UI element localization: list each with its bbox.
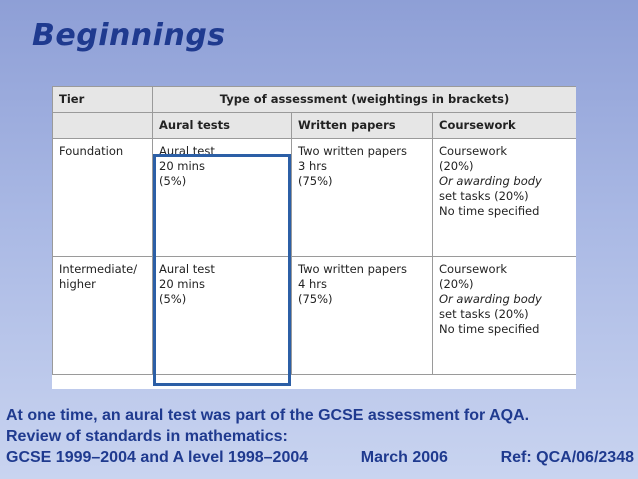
- cell-line: Or awarding body: [439, 292, 542, 306]
- subheader-aural: Aural tests: [153, 113, 292, 139]
- cell-line: Two written papers: [298, 262, 408, 276]
- cell-line: set tasks (20%): [439, 189, 529, 203]
- footer-source: GCSE 1999–2004 and A level 1998–2004: [6, 449, 309, 466]
- cell-line: (5%): [159, 174, 187, 188]
- footer-ref: Ref: QCA/06/2348: [500, 449, 634, 466]
- cell-tier: [53, 139, 153, 257]
- cell-line: 4 hrs: [298, 277, 327, 291]
- cell-line: Intermediate/: [59, 262, 138, 276]
- cell-line: Aural test: [159, 262, 215, 276]
- cell-line: Foundation: [59, 144, 124, 158]
- header-assessment-type: Type of assessment (weightings in brackets): [153, 87, 577, 113]
- table-row: [53, 257, 577, 375]
- cell-line: (5%): [159, 292, 187, 306]
- footer-date: March 2006: [360, 449, 448, 466]
- cell-line: higher: [59, 277, 96, 291]
- cell-line: No time specified: [439, 322, 540, 336]
- cell-line: Or awarding body: [439, 174, 542, 188]
- table-row: [53, 139, 577, 257]
- footer-line-3: [6, 447, 634, 468]
- header-tier-blank: [53, 113, 153, 139]
- cell-line: Coursework: [439, 144, 507, 158]
- footer-line-2: Review of standards in mathematics:: [6, 428, 288, 445]
- footer-line-1: At one time, an aural test was part of the GCSE assessment for AQA.: [6, 407, 530, 424]
- assessment-table-image: [52, 86, 576, 389]
- cell-coursework: [433, 257, 577, 375]
- cell-line: (75%): [298, 292, 333, 306]
- cell-written: [292, 257, 433, 375]
- footer-caption: [6, 405, 634, 468]
- cell-line: (75%): [298, 174, 333, 188]
- cell-line: Coursework: [439, 262, 507, 276]
- assessment-table: [52, 86, 576, 375]
- cell-line: (20%): [439, 159, 474, 173]
- cell-line: (20%): [439, 277, 474, 291]
- cell-line: 20 mins: [159, 277, 205, 291]
- cell-coursework: [433, 139, 577, 257]
- subheader-coursework: Coursework: [433, 113, 577, 139]
- subheader-written: Written papers: [292, 113, 433, 139]
- cell-line: No time specified: [439, 204, 540, 218]
- aural-column-highlight-box: [153, 154, 291, 386]
- header-tier: Tier: [53, 87, 153, 113]
- cell-tier: [53, 257, 153, 375]
- cell-line: 3 hrs: [298, 159, 327, 173]
- cell-line: set tasks (20%): [439, 307, 529, 321]
- cell-line: 20 mins: [159, 159, 205, 173]
- cell-written: [292, 139, 433, 257]
- cell-line: Aural test: [159, 144, 215, 158]
- cell-line: Two written papers: [298, 144, 408, 158]
- slide-title: Beginnings: [32, 18, 226, 53]
